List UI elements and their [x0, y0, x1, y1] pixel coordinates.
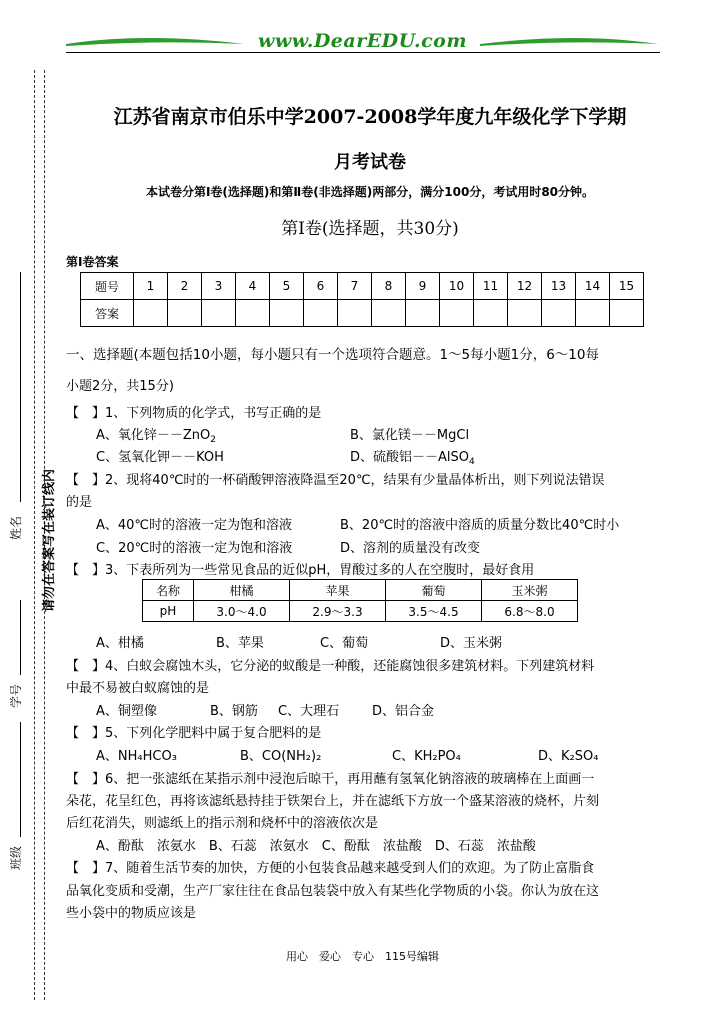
- question-number: 3: [202, 273, 236, 300]
- question-number: 13: [542, 273, 576, 300]
- q1-option-a-text: A、氧化锌－－ZnO: [96, 428, 211, 443]
- question-number: 14: [576, 273, 610, 300]
- answer-row-header-answer: 答案: [81, 300, 134, 327]
- q5-option-b: B、CO(NH₂)₂: [240, 749, 322, 764]
- q1-option-c: C、氢氧化钾－－KOH: [96, 450, 224, 465]
- question-number: 8: [372, 273, 406, 300]
- answer-cell[interactable]: [304, 300, 338, 327]
- q1-stem: 【 】1、下列物质的化学式，书写正确的是: [66, 406, 322, 421]
- ph-table-cell: 葡萄: [386, 580, 482, 601]
- question-number: 4: [236, 273, 270, 300]
- q4-stem: 【 】4、白蚁会腐蚀木头，它分泌的蚁酸是一种酸，还能腐蚀很多建筑材料。下列建筑材料: [66, 659, 595, 674]
- q3-option-c: C、葡萄: [320, 636, 369, 651]
- ph-table-cell: 名称: [143, 580, 194, 601]
- question-number: 7: [338, 273, 372, 300]
- answer-cell[interactable]: [372, 300, 406, 327]
- name-underline: [20, 272, 21, 502]
- q7-stem-cont2: 些小袋中的物质应该是: [66, 906, 197, 921]
- q1-option-b: B、氯化镁－－MgCl: [350, 428, 470, 443]
- q1-option-a-sub: 2: [210, 435, 217, 445]
- answer-cell[interactable]: [270, 300, 304, 327]
- class-underline: [20, 722, 21, 837]
- q4-option-b: B、钢筋: [210, 704, 258, 719]
- question-number: 10: [440, 273, 474, 300]
- q4-option-c: C、大理石: [278, 704, 340, 719]
- q2-stem: 【 】2、现将40℃时的一杯硝酸钾溶液降温至20℃，结果有少量晶体析出，则下列说法错误: [66, 473, 605, 488]
- ph-table-value-row: [143, 601, 578, 622]
- ph-table-cell: 苹果: [290, 580, 386, 601]
- ph-table-cell: pH: [143, 601, 194, 622]
- question-number: 15: [610, 273, 644, 300]
- q5-option-a: A、NH₄HCO₃: [96, 749, 177, 764]
- ph-table-cell: 2.9～3.3: [290, 601, 386, 622]
- q1-option-d: [350, 446, 475, 467]
- q5-option-c: C、KH₂PO₄: [392, 749, 461, 764]
- q4-option-d: D、铝合金: [372, 704, 435, 719]
- page-footer: 用心 爱心 专心 115号编辑: [286, 950, 439, 963]
- q3-option-b: B、苹果: [216, 636, 264, 651]
- page-title: 江苏省南京市伯乐中学2007-2008学年度九年级化学下学期: [113, 106, 627, 128]
- section-heading-cont: 小题2分，共15分): [66, 379, 174, 394]
- question-number: 1: [134, 273, 168, 300]
- ph-table-cell: 6.8～8.0: [482, 601, 578, 622]
- q2-option-b: B、20℃时的溶液中溶质的质量分数比40℃时小: [340, 518, 620, 533]
- q7-stem: 【 】7、随着生活节奏的加快，方便的小包装食品越来越受到人们的欢迎。为了防止富脂食: [66, 861, 595, 876]
- q1-option-d-text: D、硫酸铝－－AlSO: [350, 450, 469, 465]
- q5-stem: 【 】5、下列化学肥料中属于复合肥料的是: [66, 726, 322, 741]
- ph-table-cell: 玉米粥: [482, 580, 578, 601]
- q3-option-a: A、柑橘: [96, 636, 144, 651]
- exam-intro: 本试卷分第Ⅰ卷(选择题)和第Ⅱ卷(非选择题)两部分，满分100分，考试用时80分钟。: [145, 185, 595, 199]
- q3-stem: 【 】3、下表所列为一些常见食品的近似pH，胃酸过多的人在空腹时，最好食用: [66, 563, 535, 578]
- header-rule: [66, 52, 660, 53]
- q2-option-a: A、40℃时的溶液一定为饱和溶液: [96, 518, 293, 533]
- q4-stem-cont: 中最不易被白蚁腐蚀的是: [66, 681, 210, 696]
- answer-cell[interactable]: [406, 300, 440, 327]
- q6-stem-cont: 朵花，花呈红色，再将该滤纸悬持挂于铁架台上，并在滤纸下方放一个盛某溶液的烧杯，片刻: [66, 794, 600, 809]
- q6-stem-cont2: 后红花消失，则滤纸上的指示剂和烧杯中的溶液依次是: [66, 816, 379, 831]
- q5-option-d: D、K₂SO₄: [538, 749, 599, 764]
- q2-stem-cont: 的是: [66, 495, 93, 510]
- q2-option-d: D、溶剂的质量没有改变: [340, 541, 481, 556]
- ph-table-cell: 3.5～4.5: [386, 601, 482, 622]
- question-number: 5: [270, 273, 304, 300]
- q1-option-d-sub: 4: [469, 457, 475, 467]
- answer-cell[interactable]: [542, 300, 576, 327]
- header-url: www.DearEDU.com: [258, 30, 467, 52]
- ph-table: [142, 579, 578, 622]
- answer-cell[interactable]: [440, 300, 474, 327]
- question-number: 9: [406, 273, 440, 300]
- answer-cell[interactable]: [236, 300, 270, 327]
- page-subtitle: 月考试卷: [334, 152, 406, 173]
- ph-table-header-row: [143, 580, 578, 601]
- answer-number-row: [81, 273, 644, 300]
- question-number: 12: [508, 273, 542, 300]
- q7-stem-cont: 品氧化变质和受潮，生产厂家往往在食品包装袋中放入有某些化学物质的小袋。你认为放在这: [66, 884, 600, 899]
- ph-table-cell: 柑橘: [194, 580, 290, 601]
- q2-option-c: C、20℃时的溶液一定为饱和溶液: [96, 541, 293, 556]
- answer-cell[interactable]: [202, 300, 236, 327]
- binding-dash-line-outer: [34, 70, 35, 1000]
- answer-cell[interactable]: [338, 300, 372, 327]
- question-number: 11: [474, 273, 508, 300]
- answer-table: [80, 272, 644, 327]
- question-number: 6: [304, 273, 338, 300]
- answer-blank-row: [81, 300, 644, 327]
- answer-cell[interactable]: [610, 300, 644, 327]
- side-name-label: 姓名: [9, 515, 23, 540]
- section-heading: 一、选择题(本题包括10小题，每小题只有一个选项符合题意。1～5每小题1分，6～10每: [66, 347, 599, 363]
- answer-cell[interactable]: [134, 300, 168, 327]
- answer-cell[interactable]: [576, 300, 610, 327]
- answer-table-label: 第Ⅰ卷答案: [66, 255, 119, 269]
- q6-options: A、酚酞 浓氨水 B、石蕊 浓氨水 C、酚酞 浓盐酸 D、石蕊 浓盐酸: [96, 839, 536, 854]
- number-underline: [20, 600, 21, 675]
- answer-row-header-number: 题号: [81, 273, 134, 300]
- answer-cell[interactable]: [168, 300, 202, 327]
- side-class-label: 班级: [9, 845, 23, 870]
- part-one-heading: 第Ⅰ卷(选择题，共30分): [281, 219, 459, 239]
- ph-table-cell: 3.0～4.0: [194, 601, 290, 622]
- q4-option-a: A、铜塑像: [96, 704, 157, 719]
- q6-stem: 【 】6、把一张滤纸在某指示剂中浸泡后晾干，再用蘸有氢氧化钠溶液的玻璃棒在上面画一: [66, 772, 595, 787]
- side-number-label: 学号: [9, 683, 23, 708]
- answer-cell[interactable]: [474, 300, 508, 327]
- answer-cell[interactable]: [508, 300, 542, 327]
- q3-option-d: D、玉米粥: [440, 636, 503, 651]
- question-number: 2: [168, 273, 202, 300]
- q1-option-a: [96, 424, 216, 445]
- side-warning: 请勿在答案写在装订线内: [42, 468, 57, 612]
